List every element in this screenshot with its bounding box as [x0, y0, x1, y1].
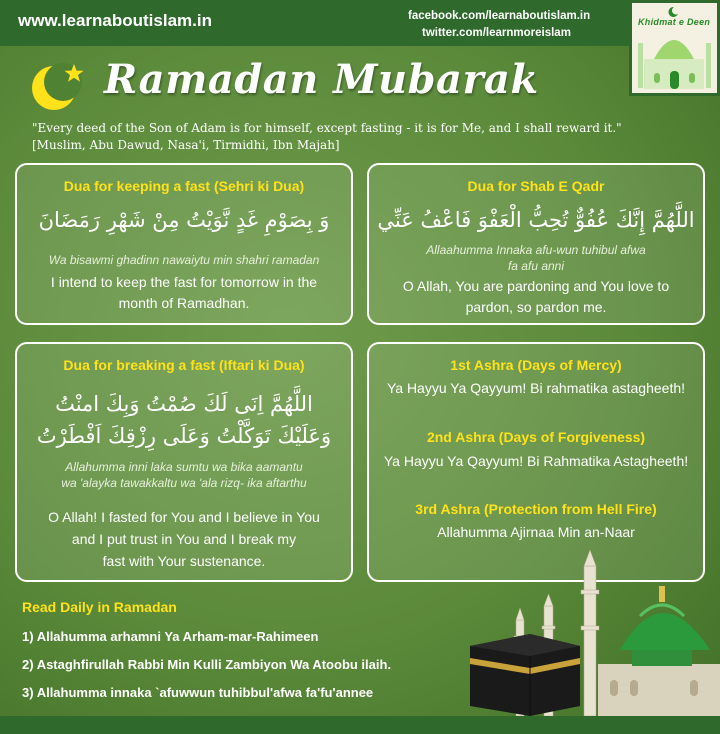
site-url[interactable]: www.learnaboutislam.in — [18, 11, 212, 30]
bottom-bar — [0, 716, 720, 734]
facebook-link[interactable]: facebook.com/learnaboutislam.in — [408, 10, 591, 22]
hadith — [32, 120, 692, 154]
iftari-arabic — [17, 388, 351, 452]
qadr-title: Dua for Shab E Qadr — [467, 178, 605, 194]
iftari-meaning-line: fast with Your sustenance. — [102, 553, 266, 569]
ashra-1-title: 1st Ashra (Days of Mercy) — [450, 357, 622, 373]
crescent-star-icon — [30, 58, 86, 114]
ashra-2-title: 2nd Ashra (Days of Forgiveness) — [426, 429, 646, 445]
top-bar — [0, 0, 720, 46]
twitter-link[interactable]: twitter.com/learnmoreislam — [422, 27, 571, 39]
daily-item: 3) Allahumma innaka `afuwwun tuhibbul'afwa fa'fu'annee — [22, 685, 374, 700]
social-links — [408, 8, 590, 42]
qadr-transliteration — [369, 242, 703, 274]
sehri-meaning — [17, 272, 351, 314]
daily-item: 2) Astaghfirullah Rabbi Min Kulli Zambiyon Wa Atoobu ilaih. — [22, 657, 392, 672]
ashra-1-dua: Ya Hayyu Ya Qayyum! Bi rahmatika astagheeth! — [386, 380, 686, 396]
page-title: Ramadan Mubarak — [104, 56, 539, 103]
qadr-translit-line: fa afu anni — [507, 259, 565, 273]
iftari-dua-card — [15, 342, 353, 582]
iftari-translit-line: Allahumma inni laka sumtu wa bika aamantu — [65, 460, 303, 474]
qadr-meaning — [369, 276, 703, 318]
qadr-meaning-line: O Allah, You are pardoning and You love to — [402, 278, 670, 294]
logo-text: Khidmat e Deen — [638, 17, 711, 27]
iftari-meaning — [17, 506, 351, 572]
sehri-arabic: وَ بِصَوْمِ غَدٍ نَّوَيْتُ مِنْ شَهْرِ رَمَضَانَ — [38, 208, 330, 232]
sehri-transliteration: Wa bisawmi ghadinn nawaiytu min shahri ramadan — [48, 253, 320, 267]
sehri-meaning-line: I intend to keep the fast for tomorrow in the — [50, 274, 318, 290]
ashra-3-title: 3rd Ashra (Protection from Hell Fire) — [415, 501, 657, 517]
logo — [629, 0, 720, 96]
shab-e-qadr-card — [367, 163, 705, 325]
iftari-meaning-line: and I put trust in You and I break my — [71, 531, 297, 547]
kaaba-mosque-illustration — [470, 546, 720, 716]
qadr-meaning-line: pardon, so pardon me. — [465, 299, 607, 315]
mosque-logo-icon — [632, 3, 717, 93]
qadr-arabic: اللَّهُمَّ إِنَّكَ عُفُوٌّ تُحِبُّ الْعَفْوَ فَاعْفُ عَنِّي — [377, 208, 695, 232]
iftari-arabic-line: اللَّهُمَّ اِنَى لَكَ صُمْتُ وَبِكَ امنْتُ — [55, 392, 313, 416]
iftari-transliteration — [17, 459, 351, 491]
hadith-quote: "Every deed of the Son of Adam is for himself, except fasting - it is for Me, and I shall reward it." — [32, 121, 622, 135]
sehri-dua-card — [15, 163, 353, 325]
iftari-translit-line: wa 'alayka tawakkaltu wa 'ala rizq- ika aftarthu — [61, 476, 307, 490]
ashra-2-dua: Ya Hayyu Ya Qayyum! Bi Rahmatika Astagheeth! — [383, 453, 689, 469]
iftari-title: Dua for breaking a fast (Iftari ki Dua) — [63, 357, 305, 373]
qadr-translit-line: Allaahumma Innaka afu-wun tuhibul afwa — [426, 243, 646, 257]
sehri-meaning-line: month of Ramadhan. — [118, 295, 250, 311]
iftari-meaning-line: O Allah! I fasted for You and I believe in You — [48, 509, 320, 525]
daily-item: 1) Allahumma arhamni Ya Arham-mar-Rahimeen — [22, 629, 319, 644]
sehri-title: Dua for keeping a fast (Sehri ki Dua) — [63, 178, 305, 194]
ashra-3-dua: Allahumma Ajirnaa Min an-Naar — [437, 524, 635, 540]
hadith-source: [Muslim, Abu Dawud, Nasa'i, Tirmidhi, Ibn Majah] — [32, 138, 340, 152]
daily-title: Read Daily in Ramadan — [22, 599, 177, 615]
iftari-arabic-line: وَعَلَيْكَ تَوَكَّلْتُ وَعَلَى رِزْقِكَ اَفْطَرْتُ — [36, 424, 332, 448]
